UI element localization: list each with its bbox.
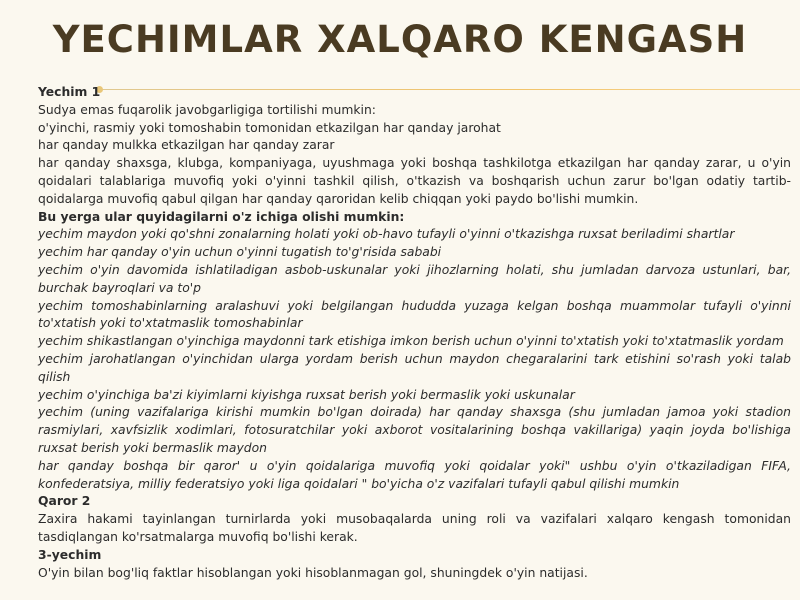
list-item: yechim shikastlangan o'yinchiga maydonni tark etishiga imkon berish uchun o'yinni to'xtatish yoki to'xtatmaslik yordam: [38, 334, 784, 349]
body-paragraph: har qanday shaxsga, klubga, kompaniyaga, uyushmaga yoki boshqa tashkilotga etkazilgan har qanday zarar, u o'yin qoidalari talablariga muvofiq yoki o'yinni tashkil qilish, o'tkazish va boshqarish uchun zarur bo'lgan odatiy tartib-qoidalarga muvofiq qabul qilgan har qanday qaroridan kelib chiqqan yoki paydo bo'lishi mumkin.: [38, 156, 791, 206]
body-paragraph: har qanday mulkka etkazilgan har qanday zarar: [38, 138, 335, 153]
body-paragraph: Sudya emas fuqarolik javobgarligiga tortilishi mumkin:: [38, 102, 376, 117]
body-paragraph: O'yin bilan bog'liq faktlar hisoblangan yoki hisoblanmagan gol, shuningdek o'yin natijasi.: [38, 565, 588, 580]
heading-yechim-1: Yechim 1: [38, 85, 101, 99]
slide-body: [38, 84, 791, 582]
body-paragraph: o'yinchi, rasmiy yoki tomoshabin tomonidan etkazilgan har qanday jarohat: [38, 120, 501, 135]
heading-qaror-2: Qaror 2: [38, 494, 91, 509]
slide-title: YECHIMLAR XALQARO KENGASH: [52, 18, 748, 61]
list-item: yechim maydon yoki qo'shni zonalarning holati yoki ob-havo tufayli o'yinni o'tkazishga ruxsat beriladimi shartlar: [38, 227, 735, 242]
list-item: yechim har qanday o'yin uchun o'yinni tugatish to'g'risida sababi: [38, 245, 442, 260]
list-item: har qanday boshqa bir qaror' u o'yin qoidalariga muvofiq yoki qoidalar yoki" ushbu o'yin o'tkaziladigan FIFA, konfederatsiya, milliy federatsiyo yoki liga qoidalari " bo'yicha o'z vazifalari tufayli qabul qilishi mumkin: [38, 458, 791, 491]
subheading: Bu yerga ular quyidagilarni o'z ichiga olishi mumkin:: [38, 209, 405, 224]
heading-yechim-3: 3-yechim: [38, 547, 102, 562]
body-paragraph: Zaxira hakami tayinlangan turnirlarda yoki musobaqalarda uning roli va vazifalari xalqaro kengash tomonidan tasdiqlangan ko'rsatmalarga muvofiq bo'lishi kerak.: [38, 512, 791, 544]
list-item: yechim o'yinchiga ba'zi kiyimlarni kiyishga ruxsat berish yoki bermaslik yoki uskunalar: [38, 387, 575, 402]
list-item: yechim tomoshabinlarning aralashuvi yoki belgilangan hududda yuzaga kelgan boshqa muammolar tufayli o'yinni to'xtatish yoki to'xtatmaslik tomoshabinlar: [38, 298, 791, 331]
list-item: yechim jarohatlangan o'yinchidan ularga yordam berish uchun maydon chegaralarini tark etishini so'rash yoki talab qilish: [38, 351, 791, 384]
list-item: yechim (uning vazifalariga kirishi mumkin bo'lgan doirada) har qanday shaxsga (shu jumladan jamoa yoki stadion rasmiylari, xavfsizlik xodimlari, fotosuratchilar yoki axborot vositalarining boshqa vakillariga) yaqin joyda bo'lishiga ruxsat berish yoki bermaslik maydon: [38, 405, 791, 455]
list-item: yechim o'yin davomida ishlatiladigan asbob-uskunalar yoki jihozlarning holati, shu jumladan darvoza ustunlari, bar, burchak bayroqlari va to'p: [38, 262, 791, 295]
